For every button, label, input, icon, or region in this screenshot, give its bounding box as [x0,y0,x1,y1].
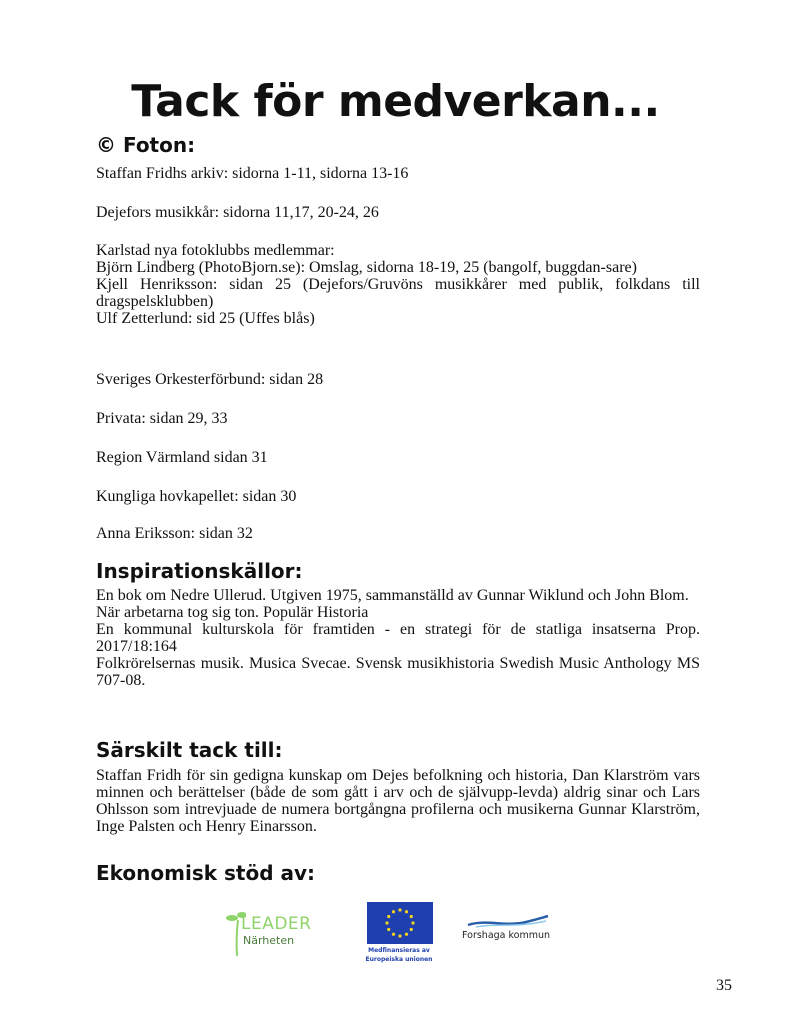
eu-star [410,915,413,918]
photo-credit: Anna Eriksson: sidan 32 [96,525,253,542]
thanks-paragraph [96,767,700,835]
thanks-heading: Särskilt tack till: [96,738,283,762]
inspiration-item: När arbetarna tog sig ton. Populär Historia [96,604,369,621]
eu-star [411,921,414,924]
eu-star [405,933,408,936]
eu-star [398,934,401,937]
photos-group-7 [96,488,700,505]
inspiration-list [96,587,700,689]
photo-credit: Karlstad nya fotoklubbs medlemmar: [96,242,335,259]
photo-credit: Ulf Zetterlund: sid 25 (Uffes blås) [96,310,315,327]
leader-logo [226,910,336,960]
eu-star [392,910,395,913]
photos-group-4 [96,371,700,388]
eu-flag-icon [367,902,433,944]
eu-star [387,915,390,918]
inspiration-item: Folkrörelsernas musik. Musica Svecae. Svensk musikhistoria Swedish Music Anthology MS 707-08. [96,655,700,689]
photo-credit: Sveriges Orkesterförbund: sidan 28 [96,371,324,388]
photo-credit: Region Värmland sidan 31 [96,449,268,466]
page-title: Tack för medverkan... [131,76,660,127]
photos-group-2 [96,204,700,221]
photo-credit: Kjell Henriksson: sidan 25 (Dejefors/Gruvöns musikkårer med publik, folkdans till dragspelsklubben) [96,276,700,310]
inspiration-heading: Inspirationskällor: [96,559,303,583]
photos-group-3 [96,242,700,327]
photo-credit: Dejefors musikkår: sidorna 11,17, 20-24, 26 [96,204,379,221]
eu-star [387,928,390,931]
eu-star [405,910,408,913]
inspiration-item: En kommunal kulturskola för framtiden - en strategi för de statliga insatserna Prop. 2017/18:164 [96,621,700,655]
leader-logo-subtext: Närheten [243,934,295,947]
page-number: 35 [716,977,732,994]
eu-star [398,908,401,911]
inspiration-item: En bok om Nedre Ullerud. Utgiven 1975, sammanställd av Gunnar Wiklund och John Blom. [96,587,689,604]
photos-group-6 [96,449,700,466]
photos-group-5 [96,410,700,427]
thanks-text: Staffan Fridh för sin gedigna kunskap om Dejes befolkning och historia, Dan Klarström vars minnen och berättelser (både de som gått i arv och de självupp-levda) aldrig sinar och Lars Ohlsson som intrevjuade de numera bortgångna profilerna och musikerna Gunnar Klarström, Inge Palsten och Henry Einarsson. [96,767,700,835]
eu-star [392,933,395,936]
eu-logo-text: Europeiska unionen [365,956,433,963]
wave-icon [466,915,550,929]
forshaga-logo [462,915,552,947]
forshaga-logo-text: Forshaga kommun [462,930,551,941]
photo-credit: Staffan Fridhs arkiv: sidorna 1-11, sidorna 13-16 [96,165,409,182]
funding-heading: Ekonomisk stöd av: [96,861,316,885]
eu-logo-text: Medfinansieras av [368,947,430,954]
photos-group-8 [96,525,700,542]
eu-star [410,928,413,931]
photo-credit: Kungliga hovkapellet: sidan 30 [96,488,297,505]
photos-heading: © Foton: [96,133,196,157]
photo-credit: Privata: sidan 29, 33 [96,410,228,427]
photos-group-1 [96,165,700,182]
leader-logo-text: LEADER [241,914,312,934]
eu-star [385,921,388,924]
eu-logo [362,902,436,966]
photo-credit: Björn Lindberg (PhotoBjorn.se): Omslag, sidorna 18-19, 25 (bangolf, buggdan-sare) [96,259,637,276]
